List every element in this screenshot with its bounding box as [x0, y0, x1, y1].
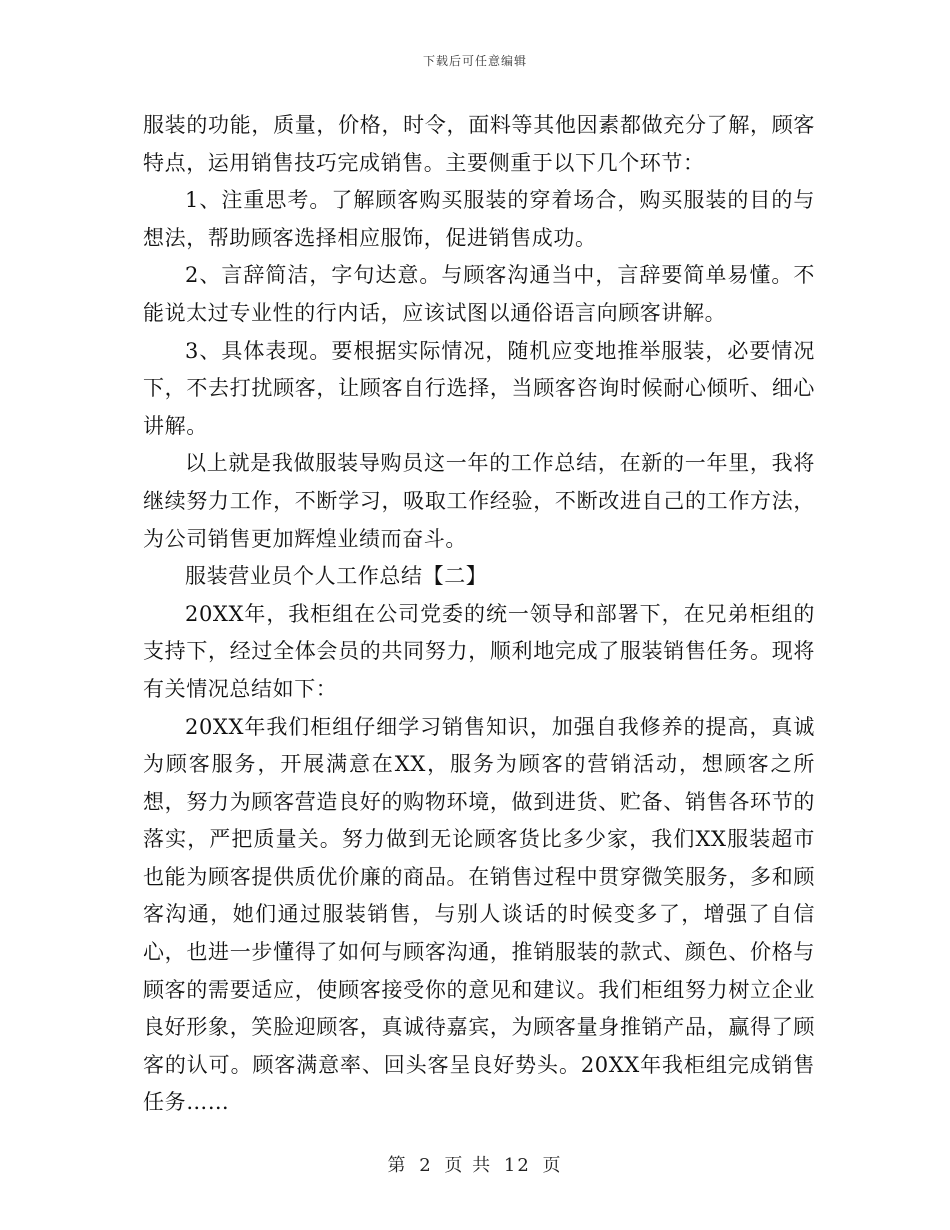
- page-header: 下载后可任意编辑: [422, 54, 527, 68]
- footer-prefix: 第: [387, 1155, 408, 1176]
- document-body: [143, 107, 815, 1122]
- total-pages-number: 12: [503, 1155, 531, 1176]
- paragraph-conclusion: 以上就是我做服装导购员这一年的工作总结，在新的一年里，我将继续努力工作，不断学习，吸取工作经验，不断改进自己的工作方法，为公司销售更加辉煌业绩而奋斗。: [143, 451, 815, 551]
- paragraph-section-body: 20XX年我们柜组仔细学习销售知识，加强自我修养的提高，真诚为顾客服务，开展满意在XX，服务为顾客的营销活动，想顾客之所想，努力为顾客营造良好的购物环境，做到进货、贮备、销售各环节的落实，严把质量关。努力做到无论顾客货比多少家，我们XX服装超市也能为顾客提供质优价廉的商品。在销售过程中贯穿微笑服务，多和顾客沟通，她们通过服装销售，与别人谈话的时候变多了，增强了自信心，也进一步懂得了如何与顾客沟通，推销服装的款式、颜色、价格与顾客的需要适应，使顾客接受你的意见和建议。我们柜组努力树立企业良好形象，笑脸迎顾客，真诚待嘉宾，为顾客量身推销产品，赢得了顾客的认可。顾客满意率、回头客呈良好势头。20XX年我柜组完成销售任务……: [143, 714, 815, 1115]
- paragraph-intro-continuation: 服装的功能，质量，价格，时令，面料等其他因素都做充分了解，顾客特点，运用销售技巧完成销售。主要侧重于以下几个环节：: [143, 113, 815, 175]
- footer-suffix: 页: [542, 1155, 563, 1176]
- paragraph-point-1: 1、注重思考。了解顾客购买服装的穿着场合，购买服装的目的与想法，帮助顾客选择相应服饰，促进销售成功。: [143, 188, 815, 250]
- page-footer: [0, 1151, 950, 1177]
- section-heading: 服装营业员个人工作总结【二】: [185, 564, 488, 589]
- paragraph-point-3: 3、具体表现。要根据实际情况，随机应变地推举服装，必要情况下，不去打扰顾客，让顾客自行选择，当顾客咨询时候耐心倾听、细心讲解。: [143, 338, 815, 438]
- current-page-number: 2: [419, 1155, 433, 1176]
- paragraph-section-intro: 20XX年，我柜组在公司党委的统一领导和部署下，在兄弟柜组的支持下，经过全体会员的共同努力，顺利地完成了服装销售任务。现将有关情况总结如下：: [143, 601, 815, 701]
- paragraph-point-2: 2、言辞简洁，字句达意。与顾客沟通当中，言辞要简单易懂。不能说太过专业性的行内话，应该试图以通俗语言向顾客讲解。: [143, 263, 815, 325]
- footer-middle: 页 共: [444, 1155, 493, 1176]
